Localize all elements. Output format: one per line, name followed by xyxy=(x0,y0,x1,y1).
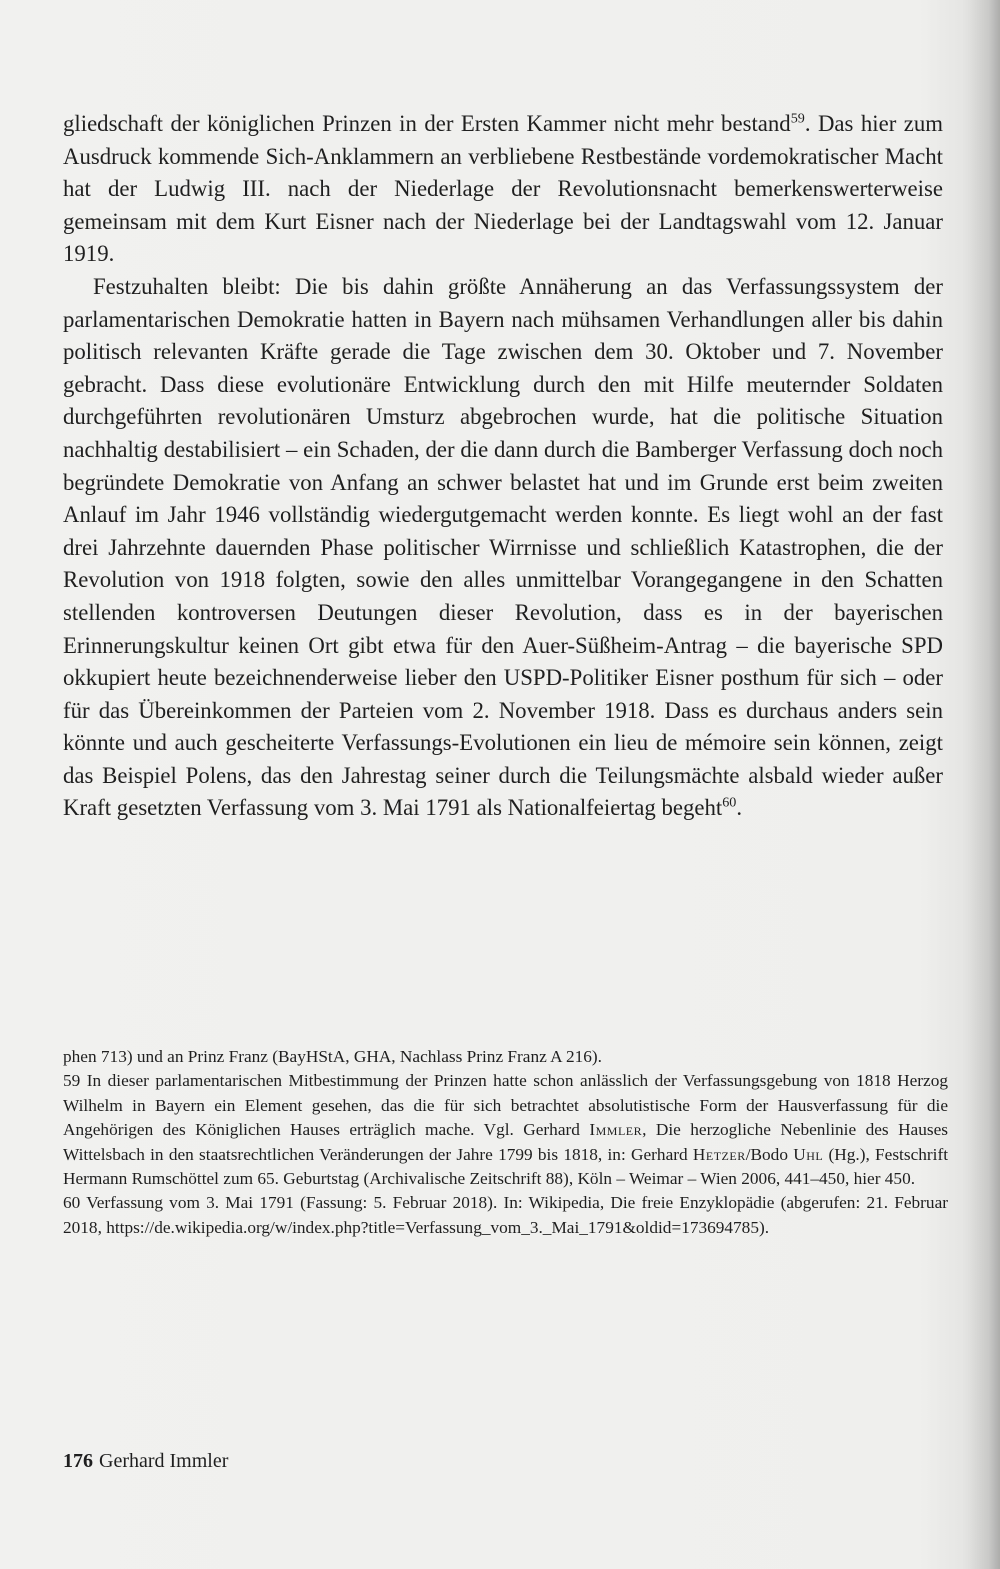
paragraph-1-text: gliedschaft der königlichen Prinzen in der Ersten Kammer nicht mehr bestand xyxy=(63,111,791,136)
footnotes xyxy=(63,1045,948,1240)
body-text xyxy=(63,108,943,825)
footnote-60-text: Verfassung vom 3. Mai 1791 (Fassung: 5. Februar 2018). In: Wikipedia, Die freie Enzyklopädie (abgerufen: 21. Februar 2018, https://de.wikipedia.org/w/index.php?title=Verfassung_vom_3._Mai_1791&oldid=173694785). xyxy=(63,1193,948,1237)
footnote-59-text-c: /Bodo xyxy=(745,1144,794,1164)
paragraph-2 xyxy=(63,271,943,825)
page-number: 176 xyxy=(63,1450,93,1472)
footnote-continuation: phen 713) und an Prinz Franz (BayHStA, GHA, Nachlass Prinz Franz A 216). xyxy=(63,1047,602,1066)
footnote-59-author-immler: Immler xyxy=(589,1120,643,1140)
footnote-ref-59: 59 xyxy=(790,110,805,127)
footnote-60 xyxy=(63,1191,948,1240)
footnote-59-author-hetzer: Hetzer xyxy=(692,1144,746,1164)
paragraph-1 xyxy=(63,108,943,271)
paragraph-2-text: Festzuhalten bleibt: Die bis dahin größte Annäherung an das Verfassungssystem der parlamentarischen Demokratie hatten in Bayern nach mühsamen Verhandlungen aller bis dahin politisch relevanten Kräfte gerade die Tage zwischen dem 30. Oktober und 7. November gebracht. Dass diese evolutionäre Entwicklung durch den mit Hilfe meuternder Soldaten durchgeführten revolutionären Umsturz abgebrochen wurde, hat die politische Situation nachhaltig destabilisiert – ein Schaden, der die dann durch die Bamberger Verfassung doch noch begründete Demokratie von Anfang an schwer belastet hat und im Grunde erst beim zweiten Anlauf im Jahr 1946 vollständig wiedergutgemacht werden konnte. Es liegt wohl an der fast drei Jahrzehnte dauernden Phase politischer Wirrnisse und schließlich Katastrophen, die der Revolution von 1918 folgten, sowie den alles unmittelbar Vorangegangene in den Schatten stellenden kontroversen Deutungen dieser Revolution, dass es in der bayerischen Erinnerungskultur keinen Ort gibt etwa für den Auer-Süßheim-Antrag – die bayerische SPD okkupiert heute bezeichnenderweise lieber den USPD-Politiker Eisner posthum für sich – oder für das Übereinkommen der Parteien vom 2. November 1918. Dass es durchaus anders sein könnte und auch gescheiterte Verfassungs-Evolutionen ein lieu de mémoire sein können, zeigt das Beispiel Polens, das den Jahrestag seiner durch die Teilungsmächte alsbald wieder außer Kraft gesetzten Verfassung vom 3. Mai 1791 als Nationalfeiertag begeht xyxy=(63,273,943,821)
running-footer-author: Gerhard Immler xyxy=(99,1450,229,1472)
paragraph-1-text-cont: . Das hier zum Ausdruck kommende Sich-Anklammern an verbliebene Restbestände vordemokratischer Macht hat der Ludwig III. nach der Niederlage der Revolutionsnacht bemerkenswerterweise gemeinsam mit dem Kurt Eisner nach der Niederlage bei der Landtagswahl vom 12. Januar 1919. xyxy=(63,111,943,267)
page-fold-shadow xyxy=(962,0,1000,1569)
footnote-59-text-b: , Die herzogliche Nebenlinie des Hauses Wittelsbach in den staatsrechtlichen Veränderungen der Jahre 1799 bis 1818, in: Gerhard xyxy=(63,1120,948,1164)
footnote-59-text-a: In dieser parlamentarischen Mitbestimmung der Prinzen hatte schon anlässlich der Verfassungsgebung von 1818 Herzog Wilhelm in Bayern ein Element gesehen, das die für sich betrachtet absolutistische Form der Hausverfassung für die Angehörigen des Königlichen Hauses erträglich mache. Vgl. Gerhard xyxy=(63,1071,949,1140)
footnote-59 xyxy=(63,1069,948,1191)
footnote-59-author-uhl: Uhl xyxy=(793,1144,824,1164)
footnote-59-number: 59 xyxy=(63,1071,81,1091)
paragraph-2-end: . xyxy=(736,795,743,821)
footnote-59-text-d: (Hg.), Festschrift Hermann Rumschöttel zum 65. Geburtstag (Archivalische Zeitschrift 88), Köln – Weimar – Wien 2006, 441–450, hier 450. xyxy=(63,1144,948,1189)
footnote-ref-60: 60 xyxy=(722,794,737,811)
footnote-60-number: 60 xyxy=(63,1193,81,1213)
page-footer xyxy=(63,1448,228,1474)
